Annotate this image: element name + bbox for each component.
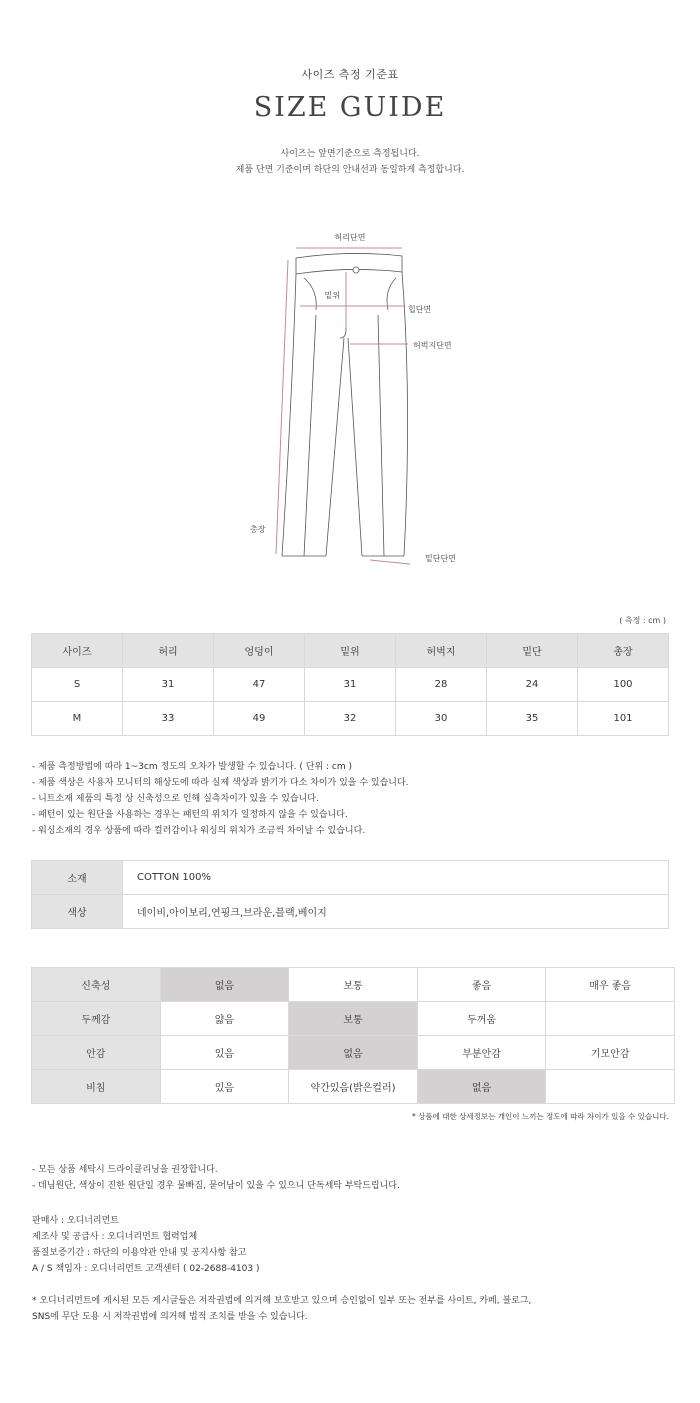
intro-line-2: 제품 단면 기준이며 하단의 안내선과 동일하게 측정합니다. bbox=[235, 165, 465, 175]
option-cell: 약간있음(밝은컬러) bbox=[289, 1070, 418, 1104]
option-cell: 없음 bbox=[417, 1070, 546, 1104]
table-row bbox=[32, 1002, 675, 1036]
table-cell: 33 bbox=[123, 702, 214, 736]
copyright-line: * 오디너리먼트에 게시된 모든 게시글들은 저작권법에 의거해 보호받고 있으며 승인없이 일부 또는 전부를 사이트, 카페, 블로그, bbox=[32, 1296, 532, 1306]
table-cell: 49 bbox=[214, 702, 305, 736]
table-row bbox=[32, 861, 669, 895]
care-notes bbox=[32, 1162, 400, 1194]
measure-lines bbox=[276, 248, 410, 564]
color-value: 네이비,아이보리,연핑크,브라운,블랙,베이지 bbox=[123, 895, 669, 929]
table-cell: 35 bbox=[487, 702, 578, 736]
copyright-notice bbox=[32, 1293, 531, 1325]
row-label: 두께감 bbox=[32, 1002, 161, 1036]
table-cell: 101 bbox=[578, 702, 669, 736]
option-cell: 두꺼움 bbox=[417, 1002, 546, 1036]
manufacturer-line: 제조사 및 공급사 : 오디너리먼트 협력업체 bbox=[32, 1232, 198, 1242]
table-cell: 28 bbox=[396, 668, 487, 702]
size-table-header bbox=[32, 634, 669, 668]
pants-outline bbox=[282, 253, 408, 556]
label-waist: 허리단면 bbox=[334, 233, 366, 242]
seller-line: 판매사 : 오디너리먼트 bbox=[32, 1216, 120, 1226]
note-line: - 제품 색상은 사용자 모니터의 해상도에 따라 실제 색상과 밝기가 다소 차이가 있을 수 있습니다. bbox=[32, 778, 409, 788]
header-cell: 엉덩이 bbox=[214, 634, 305, 668]
table-cell: 24 bbox=[487, 668, 578, 702]
option-cell: 보통 bbox=[289, 968, 418, 1002]
subtitle: 사이즈 측정 기준표 bbox=[301, 68, 399, 81]
measurement-notes bbox=[32, 759, 409, 839]
copyright-line: SNS에 무단 도용 시 저작권법에 의거해 법적 조치를 받을 수 있습니다. bbox=[32, 1312, 308, 1322]
button-icon bbox=[353, 267, 359, 273]
length-line bbox=[276, 260, 288, 554]
option-cell: 없음 bbox=[160, 968, 289, 1002]
table-cell: M bbox=[32, 702, 123, 736]
table-cell: 31 bbox=[123, 668, 214, 702]
page-title: SIZE GUIDE bbox=[253, 92, 447, 123]
intro-line-1: 사이즈는 앞면기준으로 측정됩니다. bbox=[280, 149, 420, 159]
header-cell: 사이즈 bbox=[32, 634, 123, 668]
table-cell: S bbox=[32, 668, 123, 702]
table-cell: 100 bbox=[578, 668, 669, 702]
material-value: COTTON 100% bbox=[123, 861, 669, 895]
option-cell: 있음 bbox=[160, 1070, 289, 1104]
seller-info bbox=[32, 1213, 259, 1277]
option-cell: 기모안감 bbox=[546, 1036, 675, 1070]
table-row bbox=[32, 1070, 675, 1104]
option-cell: 매우 좋음 bbox=[546, 968, 675, 1002]
table-row bbox=[32, 668, 669, 702]
hem-line bbox=[370, 560, 410, 564]
color-label: 색상 bbox=[32, 895, 123, 929]
header-cell: 총장 bbox=[578, 634, 669, 668]
table-cell: 30 bbox=[396, 702, 487, 736]
pants-diagram bbox=[0, 220, 700, 580]
fabric-feel-note: * 상품에 대한 상세정보는 개인이 느끼는 정도에 따라 차이가 있을 수 있습니다. bbox=[412, 1112, 669, 1121]
note-line: - 니트소재 제품의 특정 상 신축성으로 인해 실측차이가 있을 수 있습니다. bbox=[32, 794, 319, 804]
note-line: - 워싱소재의 경우 상품에 따라 컬러감이나 워싱의 위치가 조금씩 차이날 수 있습니다. bbox=[32, 826, 366, 836]
row-label: 비침 bbox=[32, 1070, 161, 1104]
option-cell: 부분안감 bbox=[417, 1036, 546, 1070]
option-cell: 있음 bbox=[160, 1036, 289, 1070]
option-cell: 보통 bbox=[289, 1002, 418, 1036]
header-cell: 허벅지 bbox=[396, 634, 487, 668]
option-cell: 얇음 bbox=[160, 1002, 289, 1036]
intro-text bbox=[0, 146, 700, 178]
material-label: 소재 bbox=[32, 861, 123, 895]
table-cell: 47 bbox=[214, 668, 305, 702]
option-cell bbox=[546, 1002, 675, 1036]
as-contact-line: A / S 책임자 : 오디너리먼트 고객센터 ( 02-2688-4103 ) bbox=[32, 1264, 260, 1274]
option-cell: 없음 bbox=[289, 1036, 418, 1070]
option-cell: 좋음 bbox=[417, 968, 546, 1002]
label-rise: 밑위 bbox=[324, 291, 340, 300]
note-line: - 데님원단, 색상이 진한 원단일 경우 물빠짐, 묻어남이 있을 수 있으니 단독세탁 부탁드립니다. bbox=[32, 1181, 400, 1191]
fabric-feel-table bbox=[31, 967, 675, 1104]
table-row bbox=[32, 702, 669, 736]
note-line: - 제품 측정방법에 따라 1~3cm 정도의 오차가 발생할 수 있습니다. ( 단위 : cm ) bbox=[32, 762, 352, 772]
table-row bbox=[32, 968, 675, 1002]
label-hem: 밑단단면 bbox=[425, 554, 456, 563]
header-cell: 허리 bbox=[123, 634, 214, 668]
header-cell: 밑단 bbox=[487, 634, 578, 668]
table-row bbox=[32, 1036, 675, 1070]
label-hip: 힙단면 bbox=[408, 305, 432, 314]
table-row bbox=[32, 895, 669, 929]
note-line: - 패턴이 있는 원단을 사용하는 경우는 패턴의 위치가 일정하지 않을 수 있습니다. bbox=[32, 810, 348, 820]
unit-note: ( 측정 : cm ) bbox=[619, 616, 666, 625]
option-cell bbox=[546, 1070, 675, 1104]
label-thigh: 허벅지단면 bbox=[413, 341, 452, 350]
warranty-line: 품질보증기간 : 하단의 이용약관 안내 및 공지사항 참고 bbox=[32, 1248, 247, 1258]
label-length: 총장 bbox=[250, 525, 266, 534]
table-cell: 31 bbox=[305, 668, 396, 702]
table-cell: 32 bbox=[305, 702, 396, 736]
row-label: 신축성 bbox=[32, 968, 161, 1002]
row-label: 안감 bbox=[32, 1036, 161, 1070]
note-line: - 모든 상품 세탁시 드라이클리닝을 권장합니다. bbox=[32, 1165, 218, 1175]
header-cell: 밑위 bbox=[305, 634, 396, 668]
material-table bbox=[31, 860, 669, 929]
size-table bbox=[31, 633, 669, 736]
